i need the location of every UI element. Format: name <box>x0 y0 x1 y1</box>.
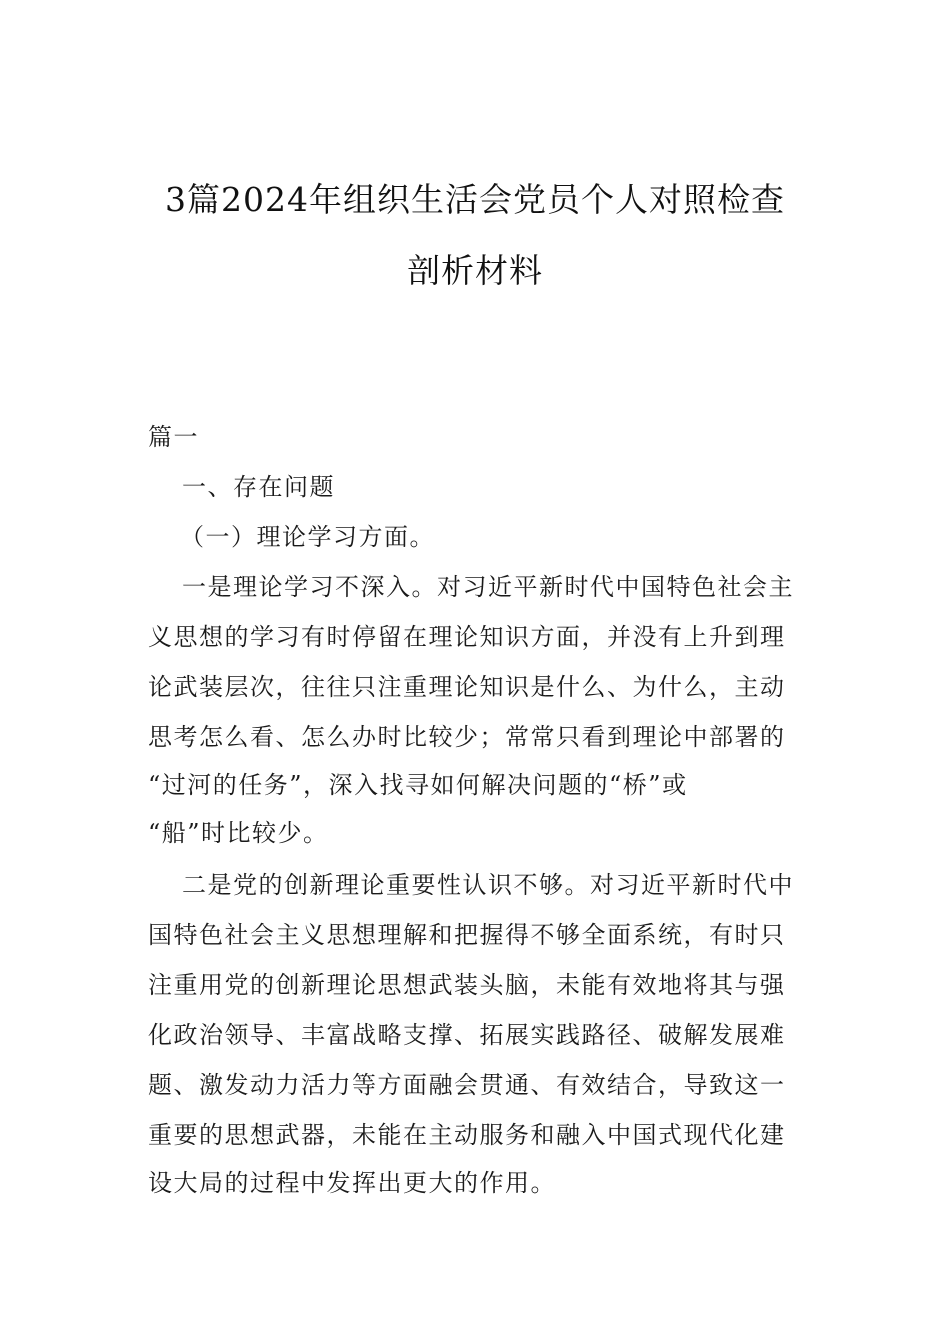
paragraph-2-line-4: 化政治领导、丰富战略支撑、拓展实践路径、破解发展难 <box>148 1021 786 1049</box>
document-title-line-1: 3篇2024年组织生活会党员个人对照检查 <box>165 180 785 219</box>
paragraph-2-line-6: 重要的思想武器，未能在主动服务和融入中国式现代化建 <box>148 1121 786 1149</box>
paragraph-2-line-5: 题、激发动力活力等方面融会贯通、有效结合，导致这一 <box>148 1071 786 1099</box>
paragraph-1-line-6: “船”时比较少。 <box>148 819 329 847</box>
paragraph-1-line-5: “过河的任务”，深入找寻如何解决问题的“桥”或 <box>148 771 688 799</box>
paragraph-1-line-3: 论武装层次，往往只注重理论知识是什么、为什么，主动 <box>148 673 786 701</box>
paragraph-1-line-4: 思考怎么看、怎么办时比较少；常常只看到理论中部署的 <box>148 723 786 751</box>
paragraph-2-line-3: 注重用党的创新理论思想武装头脑，未能有效地将其与强 <box>148 971 786 999</box>
paragraph-2-line-2: 国特色社会主义思想理解和把握得不够全面系统，有时只 <box>148 921 786 949</box>
paragraph-1-line-2: 义思想的学习有时停留在理论知识方面，并没有上升到理 <box>148 623 786 651</box>
section-label: 篇一 <box>148 423 199 451</box>
heading-existing-problems: 一、存在问题 <box>182 473 335 501</box>
subheading-theory-study: （一）理论学习方面。 <box>180 523 435 551</box>
paragraph-2-line-1: 二是党的创新理论重要性认识不够。对习近平新时代中 <box>182 871 794 899</box>
paragraph-2-line-7: 设大局的过程中发挥出更大的作用。 <box>148 1169 556 1197</box>
document-title-line-2: 剖析材料 <box>407 251 543 290</box>
paragraph-1-line-1: 一是理论学习不深入。对习近平新时代中国特色社会主 <box>182 573 794 601</box>
